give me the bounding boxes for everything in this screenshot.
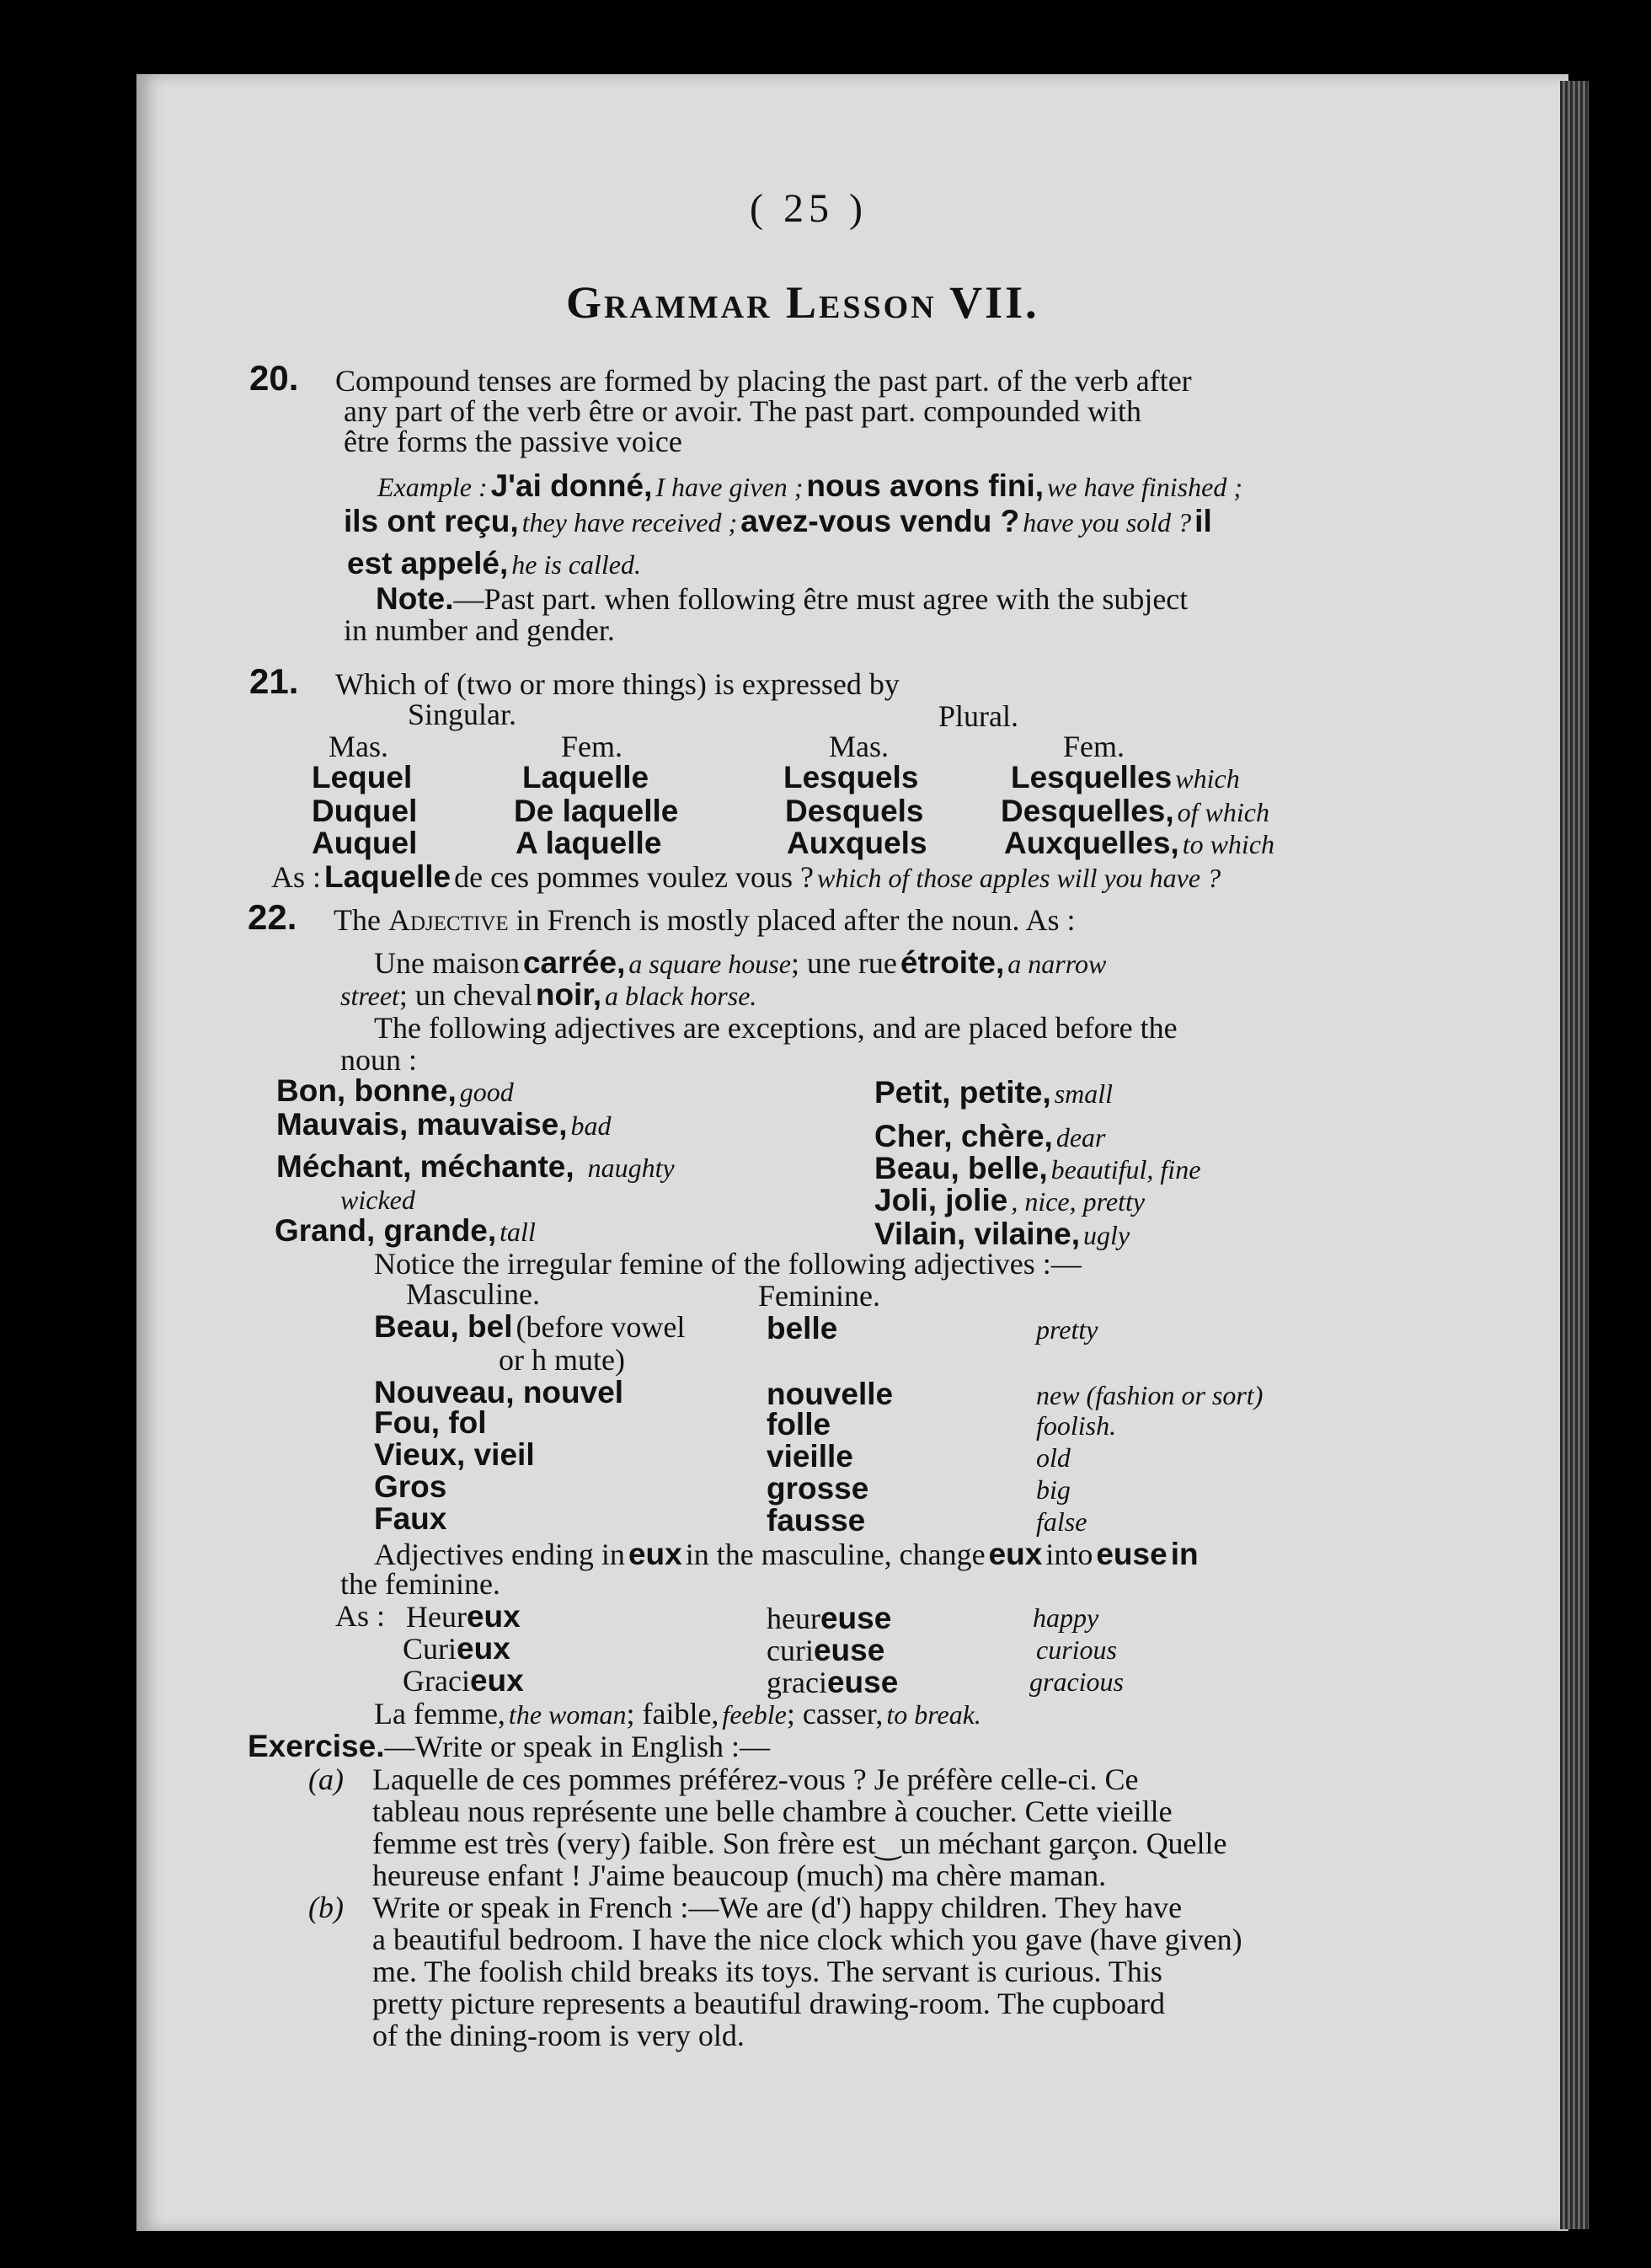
s21-intro: Which of (two or more things) is expressed by bbox=[335, 667, 900, 701]
exercise-b-line: me. The foolish child breaks its toys. The servant is curious. This bbox=[372, 1955, 1162, 1988]
relative-pronoun: Auxquels bbox=[787, 826, 927, 860]
example-en: a square house bbox=[628, 949, 791, 979]
s22-example-line-1 bbox=[374, 947, 1106, 978]
pronoun-translation: which bbox=[1175, 763, 1240, 794]
exercise-b-line: pretty picture represents a beautiful drawing-room. The cupboard bbox=[372, 1987, 1165, 2020]
example-en: he is called. bbox=[511, 549, 641, 580]
adjective-en: wicked bbox=[340, 1185, 415, 1215]
as-label: As : bbox=[271, 860, 322, 894]
adjective-en: dear bbox=[1055, 1122, 1106, 1153]
adjective-en: , nice, pretty bbox=[1011, 1186, 1146, 1217]
singular-heading: Singular. bbox=[408, 698, 517, 731]
example-fr: carrée, bbox=[522, 945, 626, 980]
exercise-a-line: femme est très (very) faible. Son frère est‿un méchant garçon. Quelle bbox=[372, 1827, 1227, 1860]
adjective-en: beautiful, fine bbox=[1050, 1154, 1201, 1185]
eux-rule-line-1 bbox=[374, 1538, 1199, 1570]
exercise-b-line: of the dining-room is very old. bbox=[372, 2019, 745, 2052]
s20-line-2: any part of the verb être or avoir. The past part. compounded with bbox=[344, 394, 1142, 428]
relative-pronoun: Lequel bbox=[312, 760, 413, 794]
adjective-en: new (fashion or sort) bbox=[1036, 1380, 1264, 1410]
adjective-en: small bbox=[1054, 1078, 1114, 1109]
section-number-20: 20. bbox=[249, 358, 299, 398]
adjective-fr: Petit, petite, bbox=[874, 1075, 1051, 1110]
stem: Heur bbox=[406, 1600, 467, 1634]
adjective-en: curious bbox=[1036, 1634, 1117, 1665]
eux-masc bbox=[403, 1633, 510, 1664]
example-fr: étroite, bbox=[900, 945, 1005, 980]
adjective-fr: Fou, fol bbox=[374, 1405, 487, 1440]
adjective-en: big bbox=[1036, 1474, 1071, 1505]
adjective-en: happy bbox=[1033, 1602, 1099, 1633]
rule-text: into bbox=[1045, 1538, 1093, 1571]
exercise-label: Exercise. bbox=[248, 1729, 385, 1763]
plural-heading: Plural. bbox=[938, 699, 1018, 733]
s21-as-line bbox=[271, 861, 1221, 892]
euse-fem bbox=[767, 1602, 891, 1634]
ending: eux bbox=[457, 1631, 510, 1666]
eux-rule-line-2: the feminine. bbox=[340, 1567, 500, 1601]
last-text: ; casser, bbox=[786, 1697, 884, 1730]
example-fr: il bbox=[1194, 504, 1212, 538]
example-en: we have finished ; bbox=[1047, 472, 1242, 502]
adjective-en: old bbox=[1036, 1442, 1071, 1473]
adjective-fr: Beau, bel bbox=[374, 1309, 513, 1344]
adjective-fr: Mauvais, mauvaise, bbox=[276, 1107, 568, 1142]
example-text: ; un cheval bbox=[398, 978, 532, 1012]
example-text: Une maison bbox=[374, 946, 520, 980]
adjective-en: naughty bbox=[587, 1153, 675, 1183]
adjective-en: tall bbox=[500, 1217, 536, 1247]
last-text: La femme, bbox=[374, 1697, 505, 1730]
relative-pronoun: Desquelles, bbox=[1001, 794, 1174, 828]
example-fr: ils ont reçu, bbox=[344, 504, 519, 538]
ending: euse bbox=[826, 1665, 899, 1699]
relative-pronoun: De laquelle bbox=[514, 794, 679, 828]
example-fr: avez-vous vendu ? bbox=[740, 504, 1020, 538]
intro-text: in French is mostly placed after the noun. As : bbox=[516, 903, 1076, 937]
adjective-note: (before vowel bbox=[516, 1310, 686, 1344]
exception-adjective bbox=[874, 1121, 1106, 1152]
s20-example-line-3 bbox=[347, 548, 641, 579]
note-text: —Past part. when following être must agree with the subject bbox=[453, 582, 1189, 616]
exercise-a-line: Laquelle de ces pommes préférez-vous ? Je préfère celle-ci. Ce bbox=[372, 1763, 1139, 1796]
exceptions-line-2: noun : bbox=[340, 1043, 418, 1077]
adjective-fr: Joli, jolie bbox=[874, 1183, 1008, 1217]
example-fr: J'ai donné, bbox=[490, 468, 653, 503]
euse-fem bbox=[767, 1634, 884, 1666]
page-number: ( 25 ) bbox=[750, 186, 868, 231]
s20-note-line-2: in number and gender. bbox=[344, 613, 615, 647]
irregular-masc bbox=[374, 1311, 685, 1342]
example-fr: est appelé, bbox=[347, 546, 509, 580]
adjective-fem: grosse bbox=[767, 1471, 869, 1506]
example-fr: nous avons fini, bbox=[806, 468, 1045, 503]
adjective-en: false bbox=[1036, 1506, 1087, 1537]
adjective-en: good bbox=[459, 1077, 514, 1107]
as-fr-bold: Laquelle bbox=[324, 859, 451, 894]
stem: Graci bbox=[403, 1664, 470, 1698]
exception-adjective bbox=[276, 1075, 514, 1106]
adjective-fr: Vilain, vilaine, bbox=[874, 1217, 1081, 1251]
pronoun-translation: of which bbox=[1177, 797, 1269, 827]
fem-heading-plural: Fem. bbox=[1063, 730, 1125, 763]
intro-smallcaps: Adjective bbox=[387, 903, 509, 937]
example-label: Example : bbox=[377, 472, 488, 502]
adjective-fr: Grand, grande, bbox=[275, 1213, 497, 1248]
last-text: ; faible, bbox=[626, 1697, 719, 1730]
last-en: to break. bbox=[886, 1699, 981, 1730]
exercise-heading bbox=[248, 1730, 770, 1762]
adjective-fr: Nouveau, nouvel bbox=[374, 1375, 624, 1409]
adjective-note: or h mute) bbox=[499, 1343, 625, 1377]
adjective-fr: Beau, belle, bbox=[874, 1151, 1048, 1185]
adjective-fr: Cher, chère, bbox=[874, 1119, 1053, 1153]
eux-masc bbox=[406, 1601, 521, 1632]
s22-last-line bbox=[374, 1698, 981, 1729]
adjective-en: bad bbox=[570, 1110, 612, 1141]
as-en: which of those apples will you have ? bbox=[817, 863, 1221, 893]
exercise-b-line: Write or speak in French :—We are (d') happy children. They have bbox=[372, 1891, 1183, 1924]
exercise-intro: —Write or speak in English :— bbox=[384, 1730, 771, 1763]
adjective-fem: nouvelle bbox=[767, 1377, 894, 1411]
page-edge bbox=[1560, 81, 1589, 2229]
exception-adjective bbox=[276, 1151, 675, 1182]
exception-adjective bbox=[276, 1109, 612, 1140]
relative-pronoun-row-end bbox=[1004, 827, 1274, 859]
s22-example-line-2 bbox=[340, 979, 756, 1010]
example-fr: noir, bbox=[535, 977, 601, 1012]
exceptions-line-1: The following adjectives are exceptions, and are placed before the bbox=[374, 1011, 1178, 1045]
section-number-21: 21. bbox=[249, 661, 299, 701]
exception-adjective bbox=[874, 1185, 1145, 1216]
adjective-fem: belle bbox=[767, 1311, 838, 1345]
adjective-fem: vieille bbox=[767, 1439, 853, 1474]
exercise-a-line: tableau nous représente une belle chambre à coucher. Cette vieille bbox=[372, 1795, 1173, 1828]
example-en: I have given ; bbox=[655, 472, 804, 502]
relative-pronoun: A laquelle bbox=[516, 826, 662, 860]
exception-adjective bbox=[275, 1215, 536, 1246]
euse-fem bbox=[767, 1666, 898, 1698]
example-en: a black horse. bbox=[604, 981, 757, 1011]
fem-heading: Fem. bbox=[561, 730, 623, 763]
rule-text: Adjectives ending in bbox=[374, 1538, 625, 1571]
relative-pronoun-row-end bbox=[1001, 795, 1269, 826]
s20-note-line-1 bbox=[376, 583, 1188, 614]
mas-heading-plural: Mas. bbox=[829, 730, 889, 763]
rule-bold: in bbox=[1170, 1537, 1199, 1571]
relative-pronoun: Auquel bbox=[312, 826, 418, 860]
ending: eux bbox=[469, 1663, 524, 1698]
adjective-fem: folle bbox=[767, 1407, 831, 1442]
adjective-en: pretty bbox=[1036, 1314, 1098, 1345]
stem: graci bbox=[767, 1666, 827, 1699]
exercise-a-line: heureuse enfant ! J'aime beaucoup (much) ma chère maman. bbox=[372, 1859, 1107, 1892]
example-text: ; une rue bbox=[790, 946, 897, 980]
adjective-en: ugly bbox=[1083, 1220, 1130, 1250]
ending: euse bbox=[820, 1601, 892, 1635]
masculine-heading: Masculine. bbox=[406, 1277, 540, 1311]
example-en: a narrow bbox=[1007, 949, 1107, 979]
adjective-fr: Gros bbox=[374, 1469, 447, 1504]
as-label: As : bbox=[335, 1599, 386, 1633]
rule-text: in the masculine, change bbox=[685, 1538, 986, 1571]
exercise-a-label: (a) bbox=[308, 1763, 344, 1796]
rule-bold: eux bbox=[988, 1537, 1043, 1571]
exception-adjective bbox=[874, 1153, 1200, 1184]
note-label: Note. bbox=[376, 581, 454, 616]
relative-pronoun: Lesquels bbox=[783, 760, 919, 794]
example-en: have you sold ? bbox=[1023, 507, 1192, 538]
s20-example-line-1 bbox=[377, 470, 1242, 501]
page-title: Grammar Lesson VII. bbox=[566, 277, 1039, 328]
as-fr: de ces pommes voulez vous ? bbox=[454, 860, 815, 894]
s20-line-3: être forms the passive voice bbox=[344, 425, 682, 458]
exercise-b-label: (b) bbox=[308, 1891, 344, 1924]
stem: curi bbox=[767, 1634, 814, 1667]
adjective-fr: Méchant, méchante, bbox=[276, 1149, 574, 1184]
example-en: street bbox=[340, 981, 399, 1011]
rule-bold: euse bbox=[1096, 1537, 1167, 1571]
relative-pronoun: Duquel bbox=[312, 794, 418, 828]
mas-heading: Mas. bbox=[329, 730, 388, 763]
adjective-fr: Bon, bonne, bbox=[276, 1073, 457, 1108]
s20-line-1: Compound tenses are formed by placing the past part. of the verb after bbox=[335, 364, 1192, 398]
relative-pronoun: Auxquelles, bbox=[1004, 826, 1179, 860]
rule-bold: eux bbox=[628, 1537, 682, 1571]
relative-pronoun: Laquelle bbox=[522, 760, 649, 794]
adjective-en: foolish. bbox=[1036, 1410, 1117, 1441]
adjective-fr: Vieux, vieil bbox=[374, 1437, 535, 1472]
s20-example-line-2 bbox=[344, 505, 1212, 537]
exception-adjective bbox=[874, 1077, 1113, 1108]
feminine-heading: Feminine. bbox=[758, 1279, 880, 1313]
intro-text: The bbox=[334, 903, 381, 937]
adjective-en: gracious bbox=[1029, 1666, 1124, 1697]
exercise-b-line: a beautiful bedroom. I have the nice clock which you gave (have given) bbox=[372, 1923, 1242, 1956]
ending: euse bbox=[813, 1633, 885, 1667]
irregular-intro: Notice the irregular femine of the following adjectives :— bbox=[374, 1247, 1082, 1281]
relative-pronoun: Desquels bbox=[785, 794, 924, 828]
adjective-fem: fausse bbox=[767, 1503, 866, 1538]
example-en: they have received ; bbox=[521, 507, 738, 538]
pronoun-translation: to which bbox=[1182, 829, 1275, 859]
stem: heur bbox=[767, 1602, 820, 1635]
section-number-22: 22. bbox=[248, 897, 297, 937]
last-en: the woman bbox=[508, 1699, 627, 1730]
adjective-fr: Faux bbox=[374, 1501, 447, 1536]
s22-intro bbox=[334, 905, 1076, 935]
last-en: feeble bbox=[722, 1699, 787, 1730]
eux-masc bbox=[403, 1665, 524, 1696]
ending: eux bbox=[466, 1599, 521, 1634]
relative-pronoun: Lesquelles bbox=[1011, 760, 1173, 794]
exception-adjective bbox=[874, 1218, 1130, 1249]
stem: Curi bbox=[403, 1632, 457, 1666]
relative-pronoun-row-end bbox=[1011, 762, 1240, 793]
